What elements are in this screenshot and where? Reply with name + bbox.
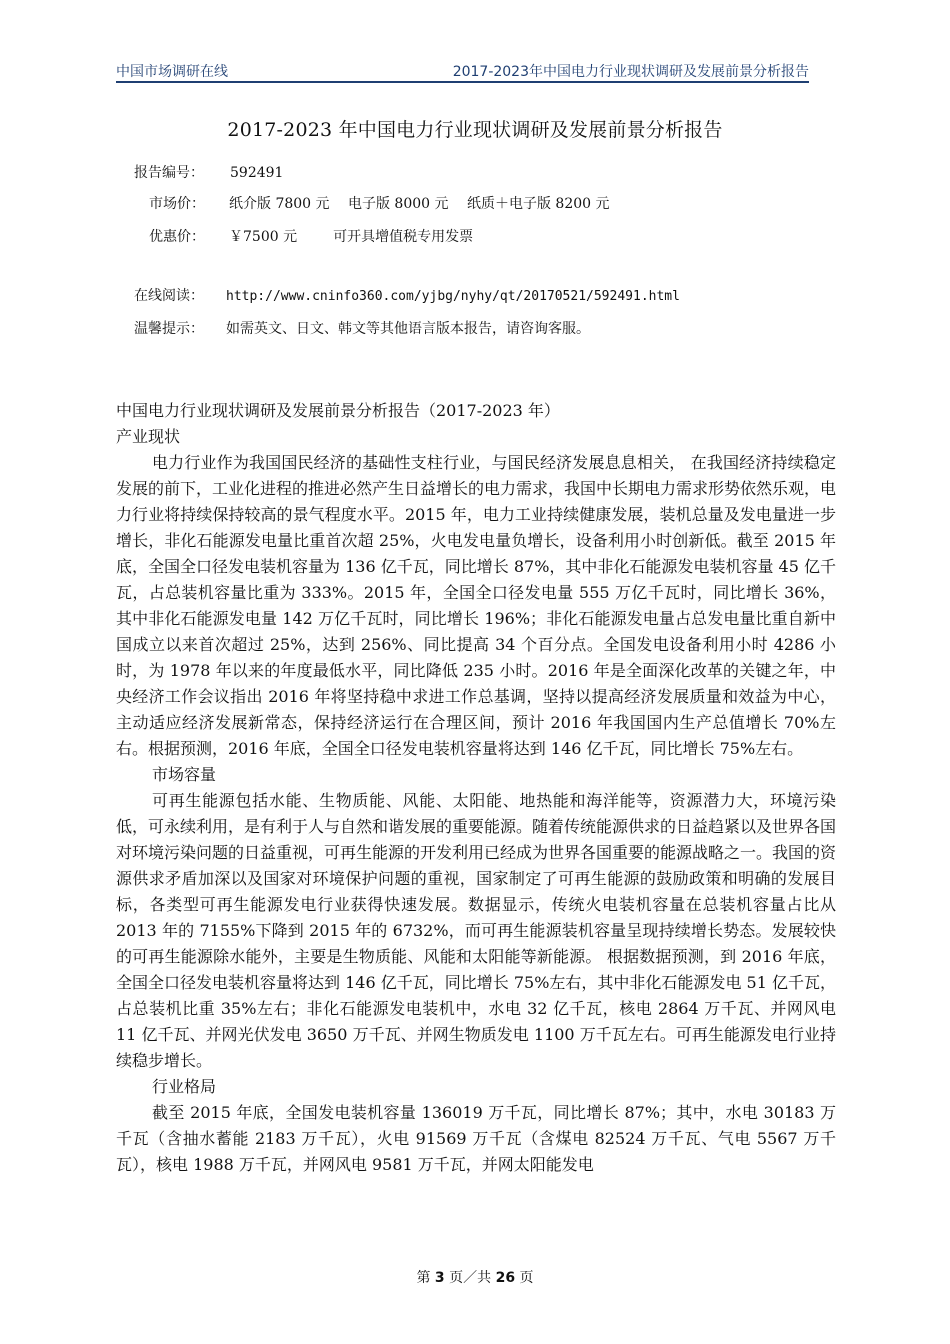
online-read-row [134, 285, 680, 305]
section-heading-industry-status: 产业现状 [116, 427, 181, 446]
invoice-note: 可开具增值税专用发票 [333, 229, 474, 245]
header-divider [116, 81, 809, 83]
header-report-title: 2017-2023年中国电力行业现状调研及发展前景分析报告 [452, 64, 809, 80]
footer-page-number: 3 [434, 1270, 445, 1286]
report-number-label: 报告编号： [134, 165, 204, 181]
online-read-link[interactable]: http://www.cninfo360.com/yjbg/nyhy/qt/20170521/592491.html [226, 289, 680, 304]
tip-label: 温馨提示： [134, 321, 204, 337]
paragraph-industry-status: 电力行业作为我国国民经济的基础性支柱行业，与国民经济发展息息相关， 在我国经济持续稳定发展的前下，工业化进程的推进必然产生日益增长的电力需求，我国中长期电力需求形势依然乐观，电力行业将持续保持较高的景气程度水平。2015 年，电力工业持续健康发展，装机总量及发电量进一步增长，非化石能源发电量比重首次超 25%，火电发电量负增长，设备利用小时创新低。截至 2015 年底，全国全口径发电装机容量为 136 亿千瓦，同比增长 87%，其中非化石能源发电装机容量 45 亿千瓦，占总装机容量比重为 333%。2015 年，全国全口径发电量 555 万亿千瓦时，同比增长 36%，其中非化石能源发电量 142 万亿千瓦时，同比增长 196%；非化石能源发电量占总发电量比重自新中国成立以来首次超过 25%，达到 256%、同比提高 34 个百分点。全国发电设备利用小时 4286 小时，为 1978 年以来的年度最低水平，同比降低 235 小时。2016 年是全面深化改革的关键之年，中央经济工作会议指出 2016 年将坚持稳中求进工作总基调，坚持以提高经济发展质量和效益为中心，主动适应经济发展新常态，保持经济运行在合理区间，预计 2016 年我国国内生产总值增长 70%左右。根据预测，2016 年底，全国全口径发电装机容量将达到 146 亿千瓦，同比增长 75%左右。 [116, 453, 837, 758]
section-heading-industry-pattern: 行业格局 [152, 1077, 217, 1096]
report-heading: 中国电力行业现状调研及发展前景分析报告（2017-2023 年） [116, 401, 560, 420]
page-footer [0, 1267, 950, 1287]
section-heading-market-capacity: 市场容量 [152, 765, 217, 784]
tip-row [134, 318, 590, 338]
discount-label: 优惠价： [149, 229, 205, 245]
page-title: 2017-2023 年中国电力行业现状调研及发展前景分析报告 [227, 119, 723, 141]
footer-prefix: 第 [416, 1270, 431, 1286]
paragraph-market-capacity: 可再生能源包括水能、生物质能、风能、太阳能、地热能和海洋能等，资源潜力大，环境污染低，可永续利用，是有利于人与自然和谐发展的重要能源。随着传统能源供求的日益趋紧以及世界各国对环境污染问题的日益重视，可再生能源的开发利用已经成为世界各国重要的能源战略之一。我国的资源供求矛盾加深以及国家对环境保护问题的重视，国家制定了可再生能源的鼓励政策和明确的发展目标，各类型可再生能源发电行业获得快速发展。数据显示，传统火电装机容量在总装机容量占比从 2013 年的 7155%下降到 2015 年的 6732%，而可再生能源装机容量呈现持续增长势态。发展较快的可再生能源除水能外，主要是生物质能、风能和太阳能等新能源。 根据数据预测，到 2016 年底，全国全口径发电装机容量将达到 146 亿千瓦，同比增长 75%左右，其中非化石能源发电 51 亿千瓦，占总装机比重 35%左右；非化石能源发电装机中，水电 32 亿千瓦，核电 2864 万千瓦、并网风电 11 亿千瓦、并网光伏发电 3650 万千瓦、并网生物质发电 1100 万千瓦左右。可再生能源发电行业持续稳步增长。 [116, 791, 837, 1070]
header-site-name: 中国市场调研在线 [116, 64, 228, 80]
paragraph-industry-pattern: 截至 2015 年底，全国发电装机容量 136019 万千瓦，同比增长 87%；其中，水电 30183 万千瓦（含抽水蓄能 2183 万千瓦），火电 91569 万千瓦（含煤电 82524 万千瓦、气电 5567 万千瓦），核电 1988 万千瓦，并网风电 9581 万千瓦，并网太阳能发电 [116, 1103, 836, 1174]
footer-suffix: 页 [519, 1270, 534, 1286]
report-number-value: 592491 [230, 165, 284, 181]
report-body [116, 398, 836, 1178]
price-row [149, 193, 610, 213]
tip-text: 如需英文、日文、韩文等其他语言版本报告，请咨询客服。 [226, 321, 590, 337]
price-value: 纸介版 7800 元 电子版 8000 元 纸质＋电子版 8200 元 [229, 196, 610, 212]
footer-middle: 页／共 [449, 1270, 492, 1286]
report-number-row [134, 162, 283, 182]
discount-value: ￥7500 元 [229, 229, 298, 245]
online-read-label: 在线阅读： [134, 288, 204, 304]
price-label: 市场价： [149, 196, 205, 212]
footer-total-pages: 26 [495, 1270, 516, 1286]
discount-row [149, 226, 473, 246]
